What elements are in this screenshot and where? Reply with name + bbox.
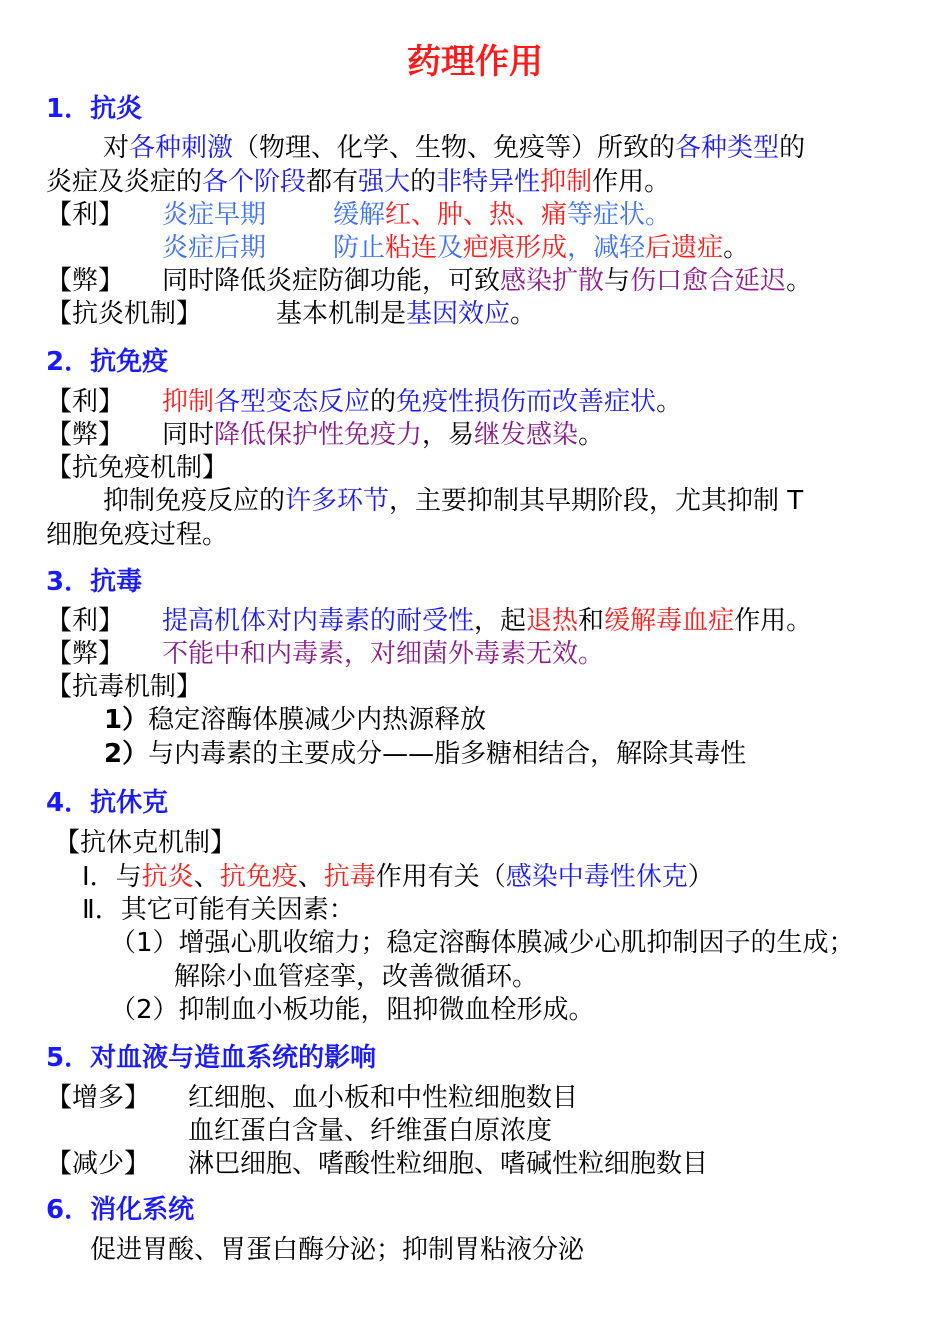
highlight-purple: 不能中和内毒素	[162, 639, 345, 669]
highlight-purple: ，	[344, 639, 371, 669]
text-run: ，主要抑制其早期阶段，尤其抑制 T	[389, 486, 804, 516]
text-run: 、	[297, 862, 324, 892]
text-run: 。	[786, 266, 813, 296]
highlight-purple: 对细菌外毒素无效	[370, 639, 579, 669]
text-run: 作用。	[592, 167, 671, 197]
highlight-red: 疤痕形成	[463, 233, 568, 263]
s5-decrease-line: 淋巴细胞、嗜酸性粒细胞、嗜碱性粒细胞数目	[188, 1149, 709, 1179]
text-run: 。	[723, 233, 750, 263]
s4-item-ii-1	[110, 926, 855, 960]
highlight-lightblue: 缓解	[333, 200, 386, 230]
text-run: 、	[193, 862, 220, 892]
highlight-red: 抑制	[162, 387, 215, 417]
s1-benefit-line-2b	[333, 231, 749, 265]
highlight-purple: 。	[578, 639, 605, 669]
text-run: 和	[578, 606, 605, 636]
s3-benefit-tag: 【利】	[46, 606, 125, 636]
s2-mechanism-tag: 【抗免疫机制】	[46, 453, 229, 483]
list-number: （2）	[110, 995, 179, 1025]
s4-item-ii-2	[110, 993, 595, 1027]
highlight-blue: 免疫性损伤而改善症状	[396, 387, 657, 417]
s1-paragraph-line-1	[103, 131, 805, 165]
text-run: Ⅰ．与	[82, 862, 142, 892]
text-run: 炎症及炎症的	[46, 167, 203, 197]
s3-mechanism-tag: 【抗毒机制】	[46, 672, 203, 702]
text-run: 。	[510, 299, 537, 329]
text-run: 稳定溶酶体膜减少内热源释放	[148, 705, 487, 735]
highlight-red: 抑制	[540, 167, 593, 197]
highlight-lightblue: 等症状。	[567, 200, 672, 230]
highlight-purple: 降低保护性免疫力	[214, 420, 423, 450]
highlight-lightblue: 及	[437, 233, 464, 263]
highlight-blue: 各个阶段	[202, 167, 307, 197]
highlight-blue: 非特异性	[436, 167, 541, 197]
highlight-purple: 继发感染	[474, 420, 579, 450]
highlight-blue: 基因效应	[406, 299, 511, 329]
s5-increase-tag: 【增多】	[46, 1083, 151, 1113]
highlight-lightblue: 炎症早期	[162, 200, 267, 230]
section-heading-1: 1．抗炎	[46, 94, 143, 124]
text-run: 的	[779, 133, 806, 163]
text-run: 抑制血小板功能，阻抑微血栓形成。	[178, 995, 595, 1025]
highlight-lightblue: 防止	[333, 233, 386, 263]
list-number: （1）	[110, 928, 179, 958]
s3-drawback-line	[162, 637, 604, 671]
s2-drawback-line	[162, 418, 604, 452]
text-run: 都有	[306, 167, 359, 197]
highlight-red: 红、肿、热、痛	[385, 200, 568, 230]
section-heading-6: 6．消化系统	[46, 1195, 195, 1225]
text-run: 与	[604, 266, 631, 296]
highlight-red: 抗炎	[141, 862, 194, 892]
s4-item-ii-1-cont: 解除小血管痉挛，改善微循环。	[174, 962, 539, 992]
s4-item-ii: Ⅱ．其它可能有关因素：	[82, 895, 355, 925]
section-heading-3: 3．抗毒	[46, 567, 143, 597]
page-title: 药理作用	[407, 42, 543, 82]
s1-benefit-line-1	[162, 198, 266, 232]
text-run: 的	[410, 167, 437, 197]
s5-increase-line-1: 红细胞、血小板和中性粒细胞数目	[188, 1083, 579, 1113]
text-run: ）	[687, 862, 714, 892]
s1-drawback-tag: 【弊】	[46, 266, 125, 296]
s2-drawback-tag: 【弊】	[46, 420, 125, 450]
highlight-blue: 许多环节	[285, 486, 390, 516]
list-number: 2）	[104, 739, 149, 769]
text-run: ，易	[422, 420, 475, 450]
s3-mechanism-item-2	[104, 737, 746, 771]
text-run: 同时	[162, 420, 215, 450]
list-number: 1）	[104, 705, 149, 735]
highlight-blue: 强大	[358, 167, 411, 197]
s1-mechanism-tag: 【抗炎机制】	[46, 299, 203, 329]
s6-text: 促进胃酸、胃蛋白酶分泌；抑制胃粘液分泌	[90, 1235, 585, 1265]
highlight-purple: 伤口愈合延迟	[630, 266, 787, 296]
highlight-blue: 各型变态反应	[214, 387, 371, 417]
highlight-purple: 感染扩散	[500, 266, 605, 296]
text-run: 同时降低炎症防御功能，可致	[162, 266, 501, 296]
s1-benefit-tag: 【利】	[46, 200, 125, 230]
highlight-lightblue: ，减轻	[567, 233, 646, 263]
highlight-red: 退热	[526, 606, 579, 636]
s1-benefit-line-1b	[333, 198, 671, 232]
highlight-red: 缓解毒血症	[604, 606, 735, 636]
text-run: 作用有关（	[375, 862, 506, 892]
section-heading-2: 2．抗免疫	[46, 347, 169, 377]
s4-mechanism-tag: 【抗休克机制】	[54, 828, 237, 858]
s1-mechanism-line	[276, 297, 536, 331]
text-run: 增强心肌收缩力；稳定溶酶体膜减少心肌抑制因子的生成；	[178, 928, 855, 958]
s4-item-i	[82, 860, 714, 894]
s3-mechanism-item-1	[104, 703, 486, 737]
section-heading-4: 4．抗休克	[46, 788, 169, 818]
text-run: 基本机制是	[276, 299, 407, 329]
s3-benefit-line	[162, 604, 812, 638]
s5-decrease-tag: 【减少】	[46, 1149, 151, 1179]
highlight-blue: 提高机体对内毒素的耐受性	[162, 606, 475, 636]
highlight-red: 抗毒	[323, 862, 376, 892]
highlight-blue: 各种刺激	[129, 133, 234, 163]
s2-benefit-tag: 【利】	[46, 387, 125, 417]
text-run: 与内毒素的主要成分——脂多糖相结合，解除其毒性	[148, 739, 747, 769]
text-run: 的	[370, 387, 397, 417]
s5-increase-line-2: 血红蛋白含量、纤维蛋白原浓度	[188, 1116, 553, 1146]
text-run: 。	[578, 420, 605, 450]
highlight-red: 抗免疫	[219, 862, 298, 892]
highlight-lightblue: 炎症后期	[162, 233, 267, 263]
s1-benefit-line-2	[162, 231, 266, 265]
s1-paragraph-line-2	[46, 165, 670, 199]
highlight-red: 粘连	[385, 233, 438, 263]
highlight-red: 后遗症	[645, 233, 724, 263]
text-run: （物理、化学、生物、免疫等）所致的	[233, 133, 676, 163]
s2-mechanism-line-2: 细胞免疫过程。	[46, 520, 229, 550]
s2-benefit-line	[162, 385, 682, 419]
s2-mechanism-line-1	[103, 484, 803, 518]
highlight-blue: 感染中毒性休克	[505, 862, 688, 892]
section-heading-5: 5．对血液与造血系统的影响	[46, 1043, 377, 1073]
text-run: 。	[656, 387, 683, 417]
s1-drawback-line	[162, 264, 812, 298]
text-run: 作用。	[734, 606, 813, 636]
highlight-blue: 各种类型	[675, 133, 780, 163]
text-run: 抑制免疫反应的	[103, 486, 286, 516]
s3-drawback-tag: 【弊】	[46, 639, 125, 669]
text-run: ，起	[474, 606, 527, 636]
text-run: 对	[103, 133, 130, 163]
